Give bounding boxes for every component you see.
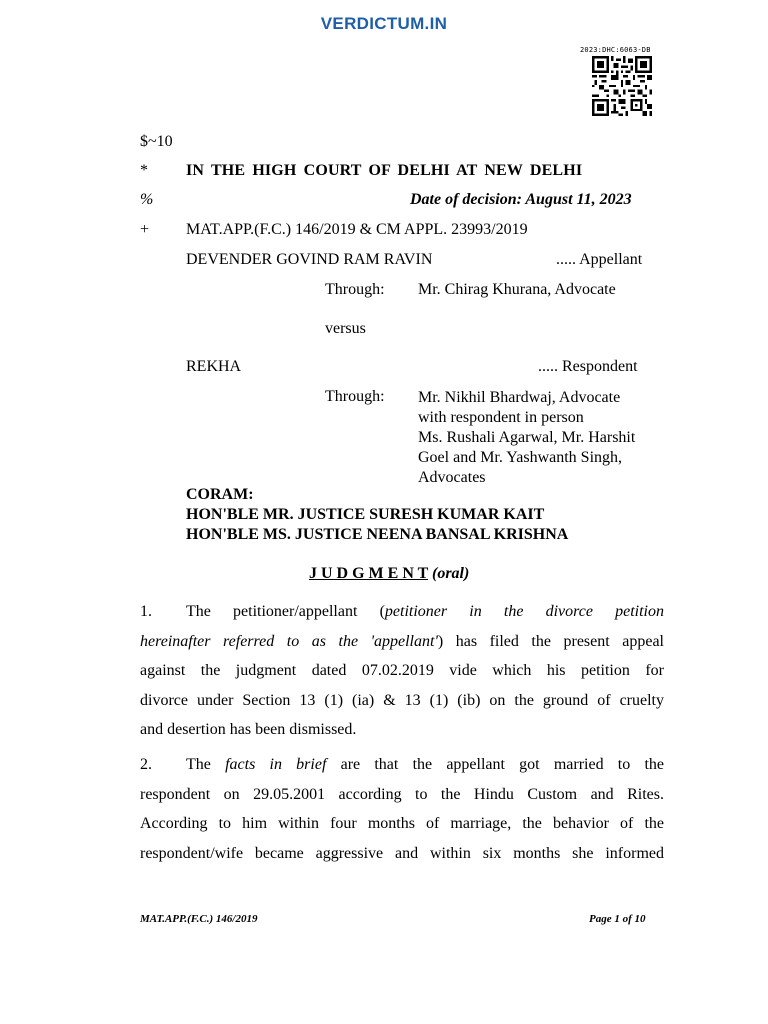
coram-judge: HON'BLE MS. JUSTICE NEENA BANSAL KRISHNA [186, 526, 569, 543]
coram-judge: HON'BLE MR. JUSTICE SURESH KUMAR KAIT [186, 506, 545, 523]
appellant-name: DEVENDER GOVIND RAM RAVIN [186, 251, 433, 268]
respondent-name: REKHA [186, 358, 242, 375]
star-marker: * [140, 162, 148, 179]
coram-label: CORAM: [186, 486, 254, 503]
versus-label: versus [325, 320, 366, 337]
plus-marker: + [140, 221, 150, 238]
percent-marker: % [140, 191, 154, 208]
watermark: VERDICTUM.IN [320, 14, 448, 33]
court-title: IN THE HIGH COURT OF DELHI AT NEW DELHI [186, 162, 583, 179]
counsel-line: Mr. Nikhil Bhardwaj, Advocate [418, 389, 621, 406]
through-label: Through: [325, 388, 385, 405]
appellant-counsel: Mr. Chirag Khurana, Advocate [418, 281, 616, 298]
respondent-role: ..... Respondent [538, 358, 638, 375]
counsel-line: with respondent in person [418, 409, 584, 426]
qr-code-icon [592, 56, 652, 116]
footer-case-number: MAT.APP.(F.C.) 146/2019 [140, 913, 258, 925]
paragraph-1: 1. The petitioner/appellant (petitioner in the divorce petition hereinafter referred to as the 'appellant') has filed the present appeal against the judgment dated 07.02.2019 vide which his petition for divorce under Section 13 (1) (ia) & 13 (1) (ib) on the ground of cruelty and desertion has been dismissed. [140, 597, 664, 745]
counsel-line: Ms. Rushali Agarwal, Mr. Harshit [418, 429, 636, 446]
document-code: 2023:DHC:6063-DB [580, 46, 651, 54]
paragraph-number: 1. [140, 603, 152, 620]
appellant-role: ..... Appellant [556, 251, 643, 268]
through-label: Through: [325, 281, 385, 298]
counsel-line: Goel and Mr. Yashwanth Singh, [418, 449, 623, 466]
judgment-word: J U D G M E N T [309, 565, 428, 582]
respondent-counsel [418, 388, 635, 488]
decision-date: Date of decision: August 11, 2023 [410, 191, 632, 208]
judgment-heading [309, 565, 469, 583]
page-marker: $~10 [140, 133, 173, 150]
judgment-suffix: (oral) [431, 565, 470, 582]
page-number: Page 1 of 10 [589, 913, 646, 925]
counsel-line: Advocates [418, 469, 486, 486]
paragraph-2: 2. The facts in brief are that the appellant got married to the respondent on 29.05.2001 according to the Hindu Custom and Rites. According to him within four months of marriage, the behavior of the respondent/wife became aggressive and within six months she informed [140, 750, 664, 868]
case-number: MAT.APP.(F.C.) 146/2019 & CM APPL. 23993/2019 [186, 221, 528, 238]
paragraph-number: 2. [140, 756, 152, 773]
